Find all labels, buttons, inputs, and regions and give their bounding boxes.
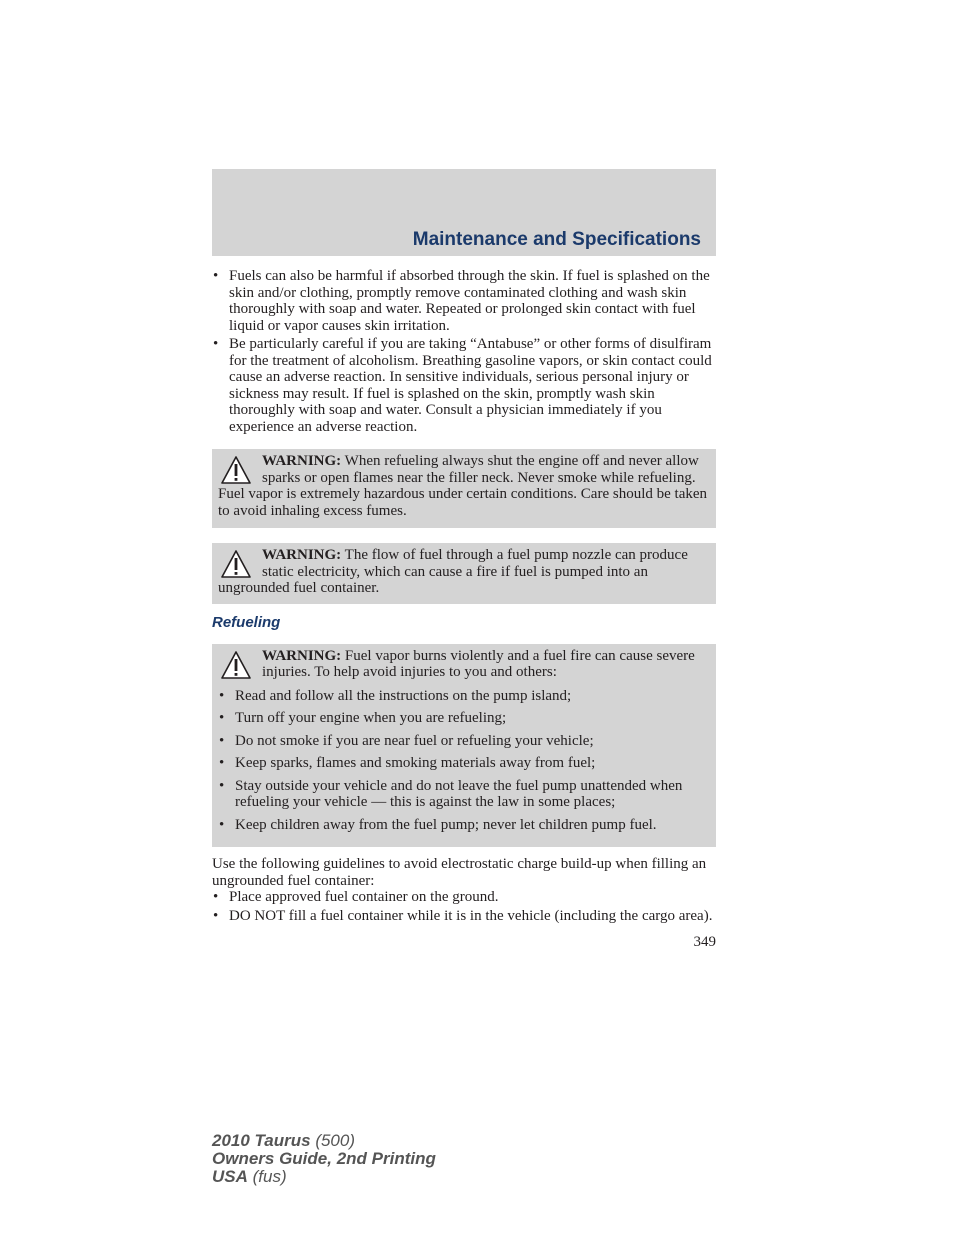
warning-triangle-icon <box>220 455 252 485</box>
footer-market: USA <box>212 1167 248 1186</box>
list-item: • Do not smoke if you are near fuel or refueling your vehicle; <box>218 733 710 750</box>
warning-bullet-list <box>218 688 710 834</box>
warning-text: The flow of fuel through a fuel pump nozzle can produce static electricity, which can cause a fire if fuel is pumped into an ungrounded fuel container. <box>218 547 688 596</box>
list-item: • Be particularly careful if you are taking “Antabuse” or other forms of disulfiram for the treatment of alcoholism. Breathing gasoline vapors, or skin contact could cause an adverse reaction. In sensitive individuals, serious personal injury or sickness may result. If fuel is splashed on the skin, promptly wash skin thoroughly with soap and water. Consult a physician immediately if you experience an adverse reaction. <box>212 336 716 435</box>
list-item: • DO NOT fill a fuel container while it is in the vehicle (including the cargo area). <box>212 908 716 925</box>
list-item: • Turn off your engine when you are refueling; <box>218 710 710 727</box>
warning-box-fuel-vapor <box>212 644 716 848</box>
section-header <box>212 169 716 256</box>
warning-label: WARNING: <box>262 453 342 469</box>
guidelines-list <box>212 889 716 924</box>
footer-line-market <box>212 1168 436 1186</box>
footer-market-code: (fus) <box>247 1167 287 1186</box>
warning-label: WARNING: <box>262 647 342 664</box>
footer-model-code: (500) <box>310 1131 356 1150</box>
warning-text: When refueling always shut the engine off and never allow sparks or open flames near the filler neck. Never smoke while refueling. Fuel vapor is extremely hazardous under certain conditions. Care should be taken to avoid inhaling excess fumes. <box>218 453 708 519</box>
warning-box-static-electricity <box>212 543 716 604</box>
page-content <box>212 268 716 951</box>
page-number: 349 <box>693 934 716 950</box>
list-item: • Place approved fuel container on the ground. <box>212 889 716 906</box>
list-item: • Keep children away from the fuel pump; never let children pump fuel. <box>218 817 710 834</box>
list-item: • Stay outside your vehicle and do not leave the fuel pump unattended when refueling your vehicle — this is against the law in some places; <box>218 778 710 811</box>
warning-triangle-icon <box>220 549 252 579</box>
list-item: • Read and follow all the instructions on the pump island; <box>218 688 710 705</box>
warning-box-refueling-engine-off <box>212 449 716 528</box>
document-footer <box>212 1132 436 1186</box>
subsection-heading: Refueling <box>212 613 281 631</box>
footer-model: 2010 Taurus <box>212 1131 311 1150</box>
warning-text: Fuel vapor burns violently and a fuel fire can cause severe injuries. To help avoid injuries to you and others: <box>262 647 695 680</box>
list-item: • Fuels can also be harmful if absorbed through the skin. If fuel is splashed on the skin and/or clothing, promptly remove contaminated clothing and wash skin thoroughly with soap and water. Repeated or prolonged skin contact with fuel liquid or vapor causes skin irritation. <box>212 268 716 334</box>
list-item: • Keep sparks, flames and smoking materials away from fuel; <box>218 755 710 772</box>
guidelines-intro: Use the following guidelines to avoid electrostatic charge build-up when filling an ungrounded fuel container: <box>212 856 707 889</box>
warning-triangle-icon <box>220 650 252 680</box>
section-title: Maintenance and Specifications <box>412 229 701 250</box>
footer-edition: Owners Guide, 2nd Printing <box>212 1149 436 1168</box>
warning-label: WARNING: <box>262 547 342 563</box>
top-bullet-list <box>212 268 716 435</box>
footer-line-model <box>212 1132 436 1150</box>
